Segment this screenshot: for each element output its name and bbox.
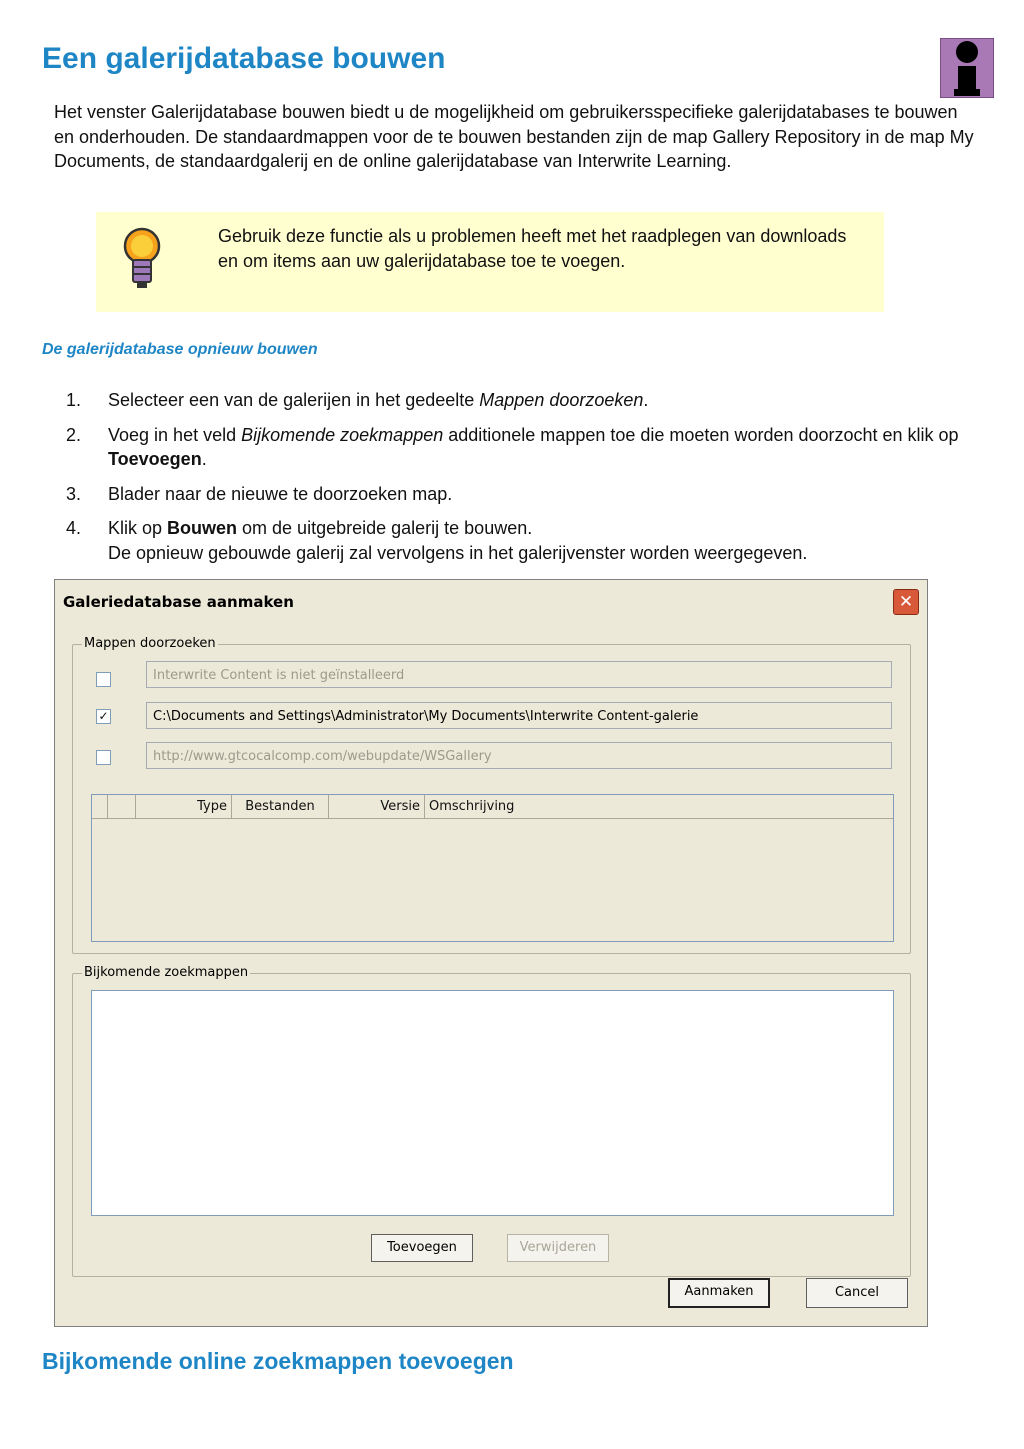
gallery-list[interactable]	[91, 794, 894, 942]
extra-folders-textarea[interactable]	[91, 990, 894, 1216]
list-item: 2. Voeg in het veld Bijkomende zoekmappen additionele mappen toe die moeten worden doorzocht en klik op Toevoegen.	[66, 424, 959, 469]
add-button[interactable]: Toevoegen	[371, 1234, 473, 1262]
column-header[interactable]	[108, 795, 136, 818]
column-header[interactable]: Type	[136, 795, 232, 818]
dialog-title: Galeriedatabase aanmaken	[63, 593, 294, 611]
group-label: Mappen doorzoeken	[84, 636, 216, 651]
info-icon	[940, 38, 994, 98]
column-header[interactable]: Versie	[329, 795, 425, 818]
list-item: 4. Klik op Bouwen om de uitgebreide galerij te bouwen. De opnieuw gebouwde galerij zal vervolgens in het galerijvenster worden weergegeven.	[66, 518, 808, 563]
cancel-button[interactable]: Cancel	[806, 1278, 908, 1308]
tip-text: Gebruik deze functie als u problemen heeft met het raadplegen van downloads en om items aan uw galerijdatabase toe te voegen.	[218, 226, 847, 271]
folder-path-field[interactable]: Interwrite Content is niet geïnstalleerd	[146, 661, 892, 688]
page-title: Een galerijdatabase bouwen	[42, 42, 446, 75]
folder-checkbox[interactable]: ✓	[96, 709, 111, 724]
group-label: Bijkomende zoekmappen	[84, 965, 249, 980]
folder-path-field[interactable]: http://www.gtcocalcomp.com/webupdate/WSGallery	[146, 742, 892, 769]
steps-list	[66, 388, 986, 575]
folder-checkbox[interactable]	[96, 672, 111, 687]
list-header	[92, 795, 893, 819]
next-section-heading: Bijkomende online zoekmappen toevoegen	[42, 1348, 514, 1374]
list-item: 1. Selecteer een van de galerijen in het gedeelte Mappen doorzoeken.	[66, 390, 649, 410]
column-header[interactable]: Bestanden	[232, 795, 329, 818]
folder-path-field[interactable]: C:\Documents and Settings\Administrator\My Documents\Interwrite Content-galerie	[146, 702, 892, 729]
column-header[interactable]: Omschrijving	[429, 799, 515, 814]
lightbulb-icon	[122, 226, 162, 292]
create-button[interactable]: Aanmaken	[668, 1278, 770, 1308]
folder-checkbox[interactable]	[96, 750, 111, 765]
remove-button[interactable]: Verwijderen	[507, 1234, 609, 1262]
tip-box	[96, 212, 884, 312]
column-header[interactable]	[92, 795, 108, 818]
gallery-database-dialog	[54, 579, 928, 1327]
close-icon[interactable]: ✕	[893, 589, 919, 615]
intro-paragraph: Het venster Galerijdatabase bouwen biedt u de mogelijkheid om gebruikersspecifieke galerijdatabases te bouwen en onderhouden. De standaardmappen voor de te bouwen bestanden zijn de map Gallery Repository in de map My Documents, de standaardgalerij en de online galerijdatabase van Interwrite Learning.	[54, 102, 974, 171]
list-item: 3. Blader naar de nieuwe te doorzoeken map.	[66, 483, 453, 504]
section-subheading: De galerijdatabase opnieuw bouwen	[42, 341, 318, 358]
